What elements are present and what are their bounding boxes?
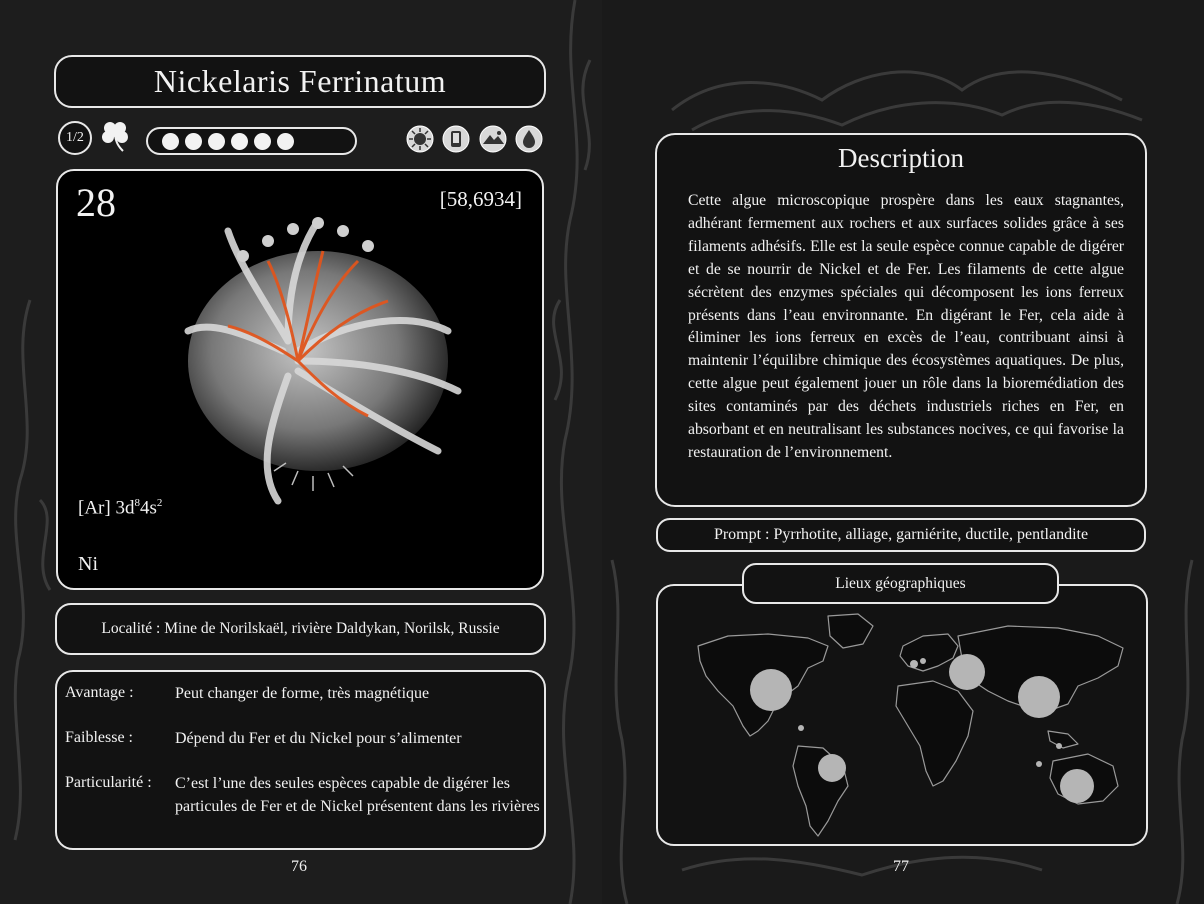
map-marker	[1056, 743, 1062, 749]
map-marker	[798, 725, 804, 731]
species-title: Nickelaris Ferrinatum	[153, 63, 447, 99]
continent-africa	[896, 681, 973, 786]
sun-icon	[406, 125, 434, 153]
locality-text: Localité : Mine de Norilskaël, rivière Daldykan, Norilsk, Russie	[101, 620, 500, 637]
map-title-tab	[742, 563, 1059, 604]
atomic-number: 28	[76, 180, 116, 225]
map-marker	[818, 754, 846, 782]
atomic-mass: [58,6934]	[439, 187, 522, 211]
trait-label: Avantage :	[65, 684, 134, 701]
creature-illustration	[148, 201, 508, 531]
phone-icon	[442, 125, 470, 153]
creature-image-card	[56, 169, 544, 590]
map-marker	[1018, 676, 1060, 718]
rating-dot	[277, 133, 294, 150]
landscape-icon	[479, 125, 507, 153]
description-box	[655, 133, 1147, 507]
continent-europe	[900, 634, 958, 671]
page-number: 76	[291, 858, 307, 875]
electron-configuration: [Ar] $3d^84s^2$	[78, 497, 163, 519]
map-marker	[910, 660, 918, 668]
clover-icon	[100, 119, 130, 153]
trait-value: C’est l’une des seules espèces capable de digérer les particules de Fer et de Nickel présentent dans les rivières	[175, 775, 540, 815]
map-marker	[949, 654, 985, 690]
world-map-box	[656, 584, 1148, 846]
trait-value: Peut changer de forme, très magnétique	[175, 685, 430, 702]
element-symbol: Ni	[78, 553, 98, 575]
locality-box	[55, 603, 546, 655]
description-title: Description	[838, 143, 964, 173]
prompt-text: Prompt : Pyrrhotite, alliage, garniérite, ductile, pentlandite	[713, 526, 1089, 543]
map-marker	[1060, 769, 1094, 803]
prompt-box	[656, 518, 1146, 552]
trait-label: Particularité :	[65, 774, 152, 791]
map-title: Lieux géographiques	[835, 574, 966, 592]
species-title-box	[54, 55, 546, 108]
map-marker	[920, 658, 926, 664]
rating-dot	[208, 133, 225, 150]
rating-dots	[146, 127, 357, 155]
map-marker	[750, 669, 792, 711]
continent-southeast-asia	[1048, 731, 1078, 748]
rating-dot	[185, 133, 202, 150]
description-text: Cette algue microscopique prospère dans les eaux stagnantes, adhérant fermement aux rochers et aux surfaces solides grâce à ses filaments adhésifs. Elle est la seule espèce connue capable de digérer et de se nourrir de Nickel et de Fer. Les filaments de cette algue sécrètent des enzymes spéciales qui décomposent les ions ferreux présents dans l’eau environnante. En digérant le Fer, cela aide à éliminer les ions ferreux en excès de l’eau, contribuant ainsi à maintenir l’équilibre chimique des écosystèmes aquatiques. De plus, cette algue peut également jouer un rôle dans la bioremédiation des sites contaminés par des déchets industriels riches en Fer, en absorbant et en neutralisant les substances nocives, ce qui favorise la restauration de l’environnement.	[688, 192, 1124, 461]
traits-box	[55, 670, 546, 850]
rating-dot	[254, 133, 271, 150]
continent-greenland	[828, 614, 873, 648]
rating-dot	[162, 133, 179, 150]
drop-icon	[515, 125, 543, 153]
card-number-badge: 1/2	[58, 121, 92, 155]
rating-dot	[231, 133, 248, 150]
trait-value: Dépend du Fer et du Nickel pour s’alimenter	[175, 730, 462, 747]
page-number: 77	[893, 858, 909, 875]
map-marker	[1036, 761, 1042, 767]
world-map	[658, 586, 1148, 846]
trait-label: Faiblesse :	[65, 729, 133, 746]
